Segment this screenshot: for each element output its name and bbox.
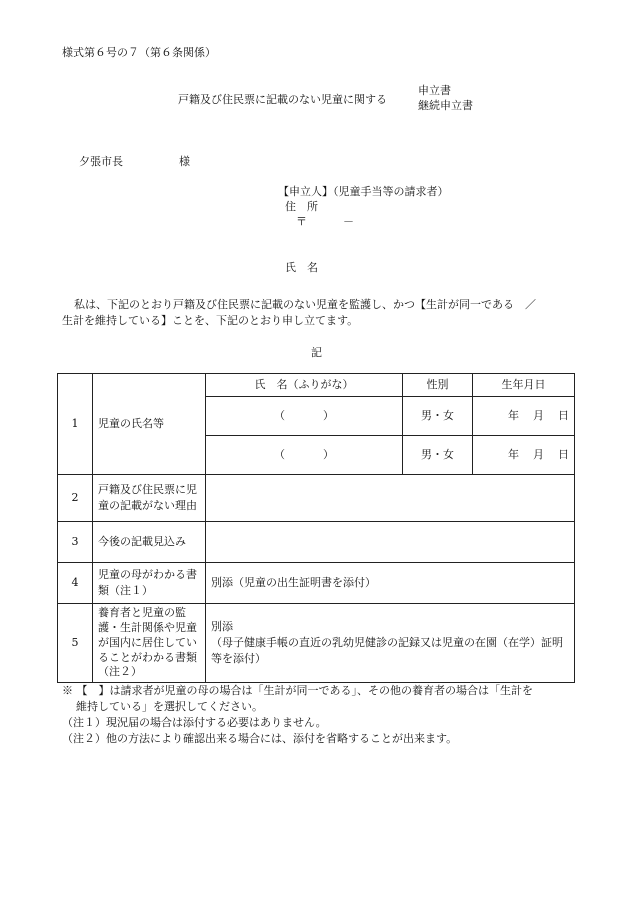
notes	[62, 683, 582, 747]
day-label: 日	[558, 409, 569, 423]
header-gender: 性別	[403, 374, 473, 397]
child1-gender-field[interactable]: 男・女	[403, 397, 473, 436]
form-title: 戸籍及び住民票に記載のない児童に関する	[178, 93, 387, 106]
child-info-table	[57, 373, 575, 683]
custody-document-cell	[206, 604, 575, 683]
row-number: 1	[58, 374, 93, 475]
name-label: 氏 名	[285, 261, 318, 274]
row-number: 5	[58, 604, 93, 683]
address-label: 住 所	[285, 200, 318, 213]
day-label: 日	[558, 448, 569, 462]
paren-close: ）	[323, 409, 334, 423]
row-label: 児童の母がわかる書類（注１）	[93, 563, 206, 604]
paren-open: （	[274, 409, 285, 423]
header-name: 氏 名（ふりがな）	[206, 374, 403, 397]
row-label: 児童の氏名等	[93, 374, 206, 475]
mother-document-text: 別添（児童の出生証明書を添付）	[206, 563, 575, 604]
addressee-honorific: 様	[179, 155, 190, 168]
child2-birth-field[interactable]	[473, 436, 575, 475]
header-birth: 生年月日	[473, 374, 575, 397]
addressee-mayor: 夕張市長	[79, 155, 123, 168]
postal-mark: 〒	[296, 215, 307, 228]
note-2: （注２）他の方法により確認出来る場合には、添付を省略することが出来ます。	[62, 731, 458, 745]
child2-name-field[interactable]	[206, 436, 403, 475]
postal-dash: －	[343, 215, 354, 228]
row-number: 2	[58, 475, 93, 522]
asterisk-note-line2: 維持している」を選択してください。	[76, 699, 263, 713]
row-number: 4	[58, 563, 93, 604]
paren-close: ）	[323, 448, 334, 462]
statement-line2: 生計を維持している】ことを、下記のとおり申し立てます。	[62, 314, 359, 327]
ki-heading: 記	[311, 346, 322, 359]
form-number: 様式第６号の７（第６条関係）	[62, 46, 216, 59]
year-label: 年	[508, 448, 519, 462]
child2-gender-field[interactable]: 男・女	[403, 436, 473, 475]
paren-open: （	[274, 448, 285, 462]
asterisk-note-line1: ※ 【 】は請求者が児童の母の場合は「生計が同一である」、その他の養育者の場合は「生計を	[62, 684, 533, 697]
title-option-continuation: 継続申立書	[418, 99, 473, 112]
custody-document-attachment: 別添	[211, 620, 233, 634]
registration-outlook-field[interactable]	[206, 522, 575, 563]
reason-field[interactable]	[206, 475, 575, 522]
child1-name-field[interactable]	[206, 397, 403, 436]
statement-line1: 私は、下記のとおり戸籍及び住民票に記載のない児童を監護し、かつ【生計が同一である ／	[74, 298, 536, 311]
year-label: 年	[508, 409, 519, 423]
child1-birth-field[interactable]	[473, 397, 575, 436]
note-1: （注１）現況届の場合は添付する必要はありません。	[62, 715, 327, 729]
month-label: 月	[533, 409, 544, 423]
month-label: 月	[533, 448, 544, 462]
applicant-heading: 【申立人】（児童手当等の請求者）	[278, 185, 449, 198]
row-label: 今後の記載見込み	[93, 522, 206, 563]
title-option-application: 申立書	[418, 84, 451, 97]
row-label: 戸籍及び住民票に児童の記載がない理由	[93, 475, 206, 522]
custody-document-detail: （母子健康手帳の直近の乳幼児健診の記録又は児童の在園（在学）証明等を添付）	[211, 636, 563, 666]
row-label: 養育者と児童の監護・生計関係や児童が国内に居住していることがわかる書類（注２）	[93, 604, 206, 683]
row-number: 3	[58, 522, 93, 563]
